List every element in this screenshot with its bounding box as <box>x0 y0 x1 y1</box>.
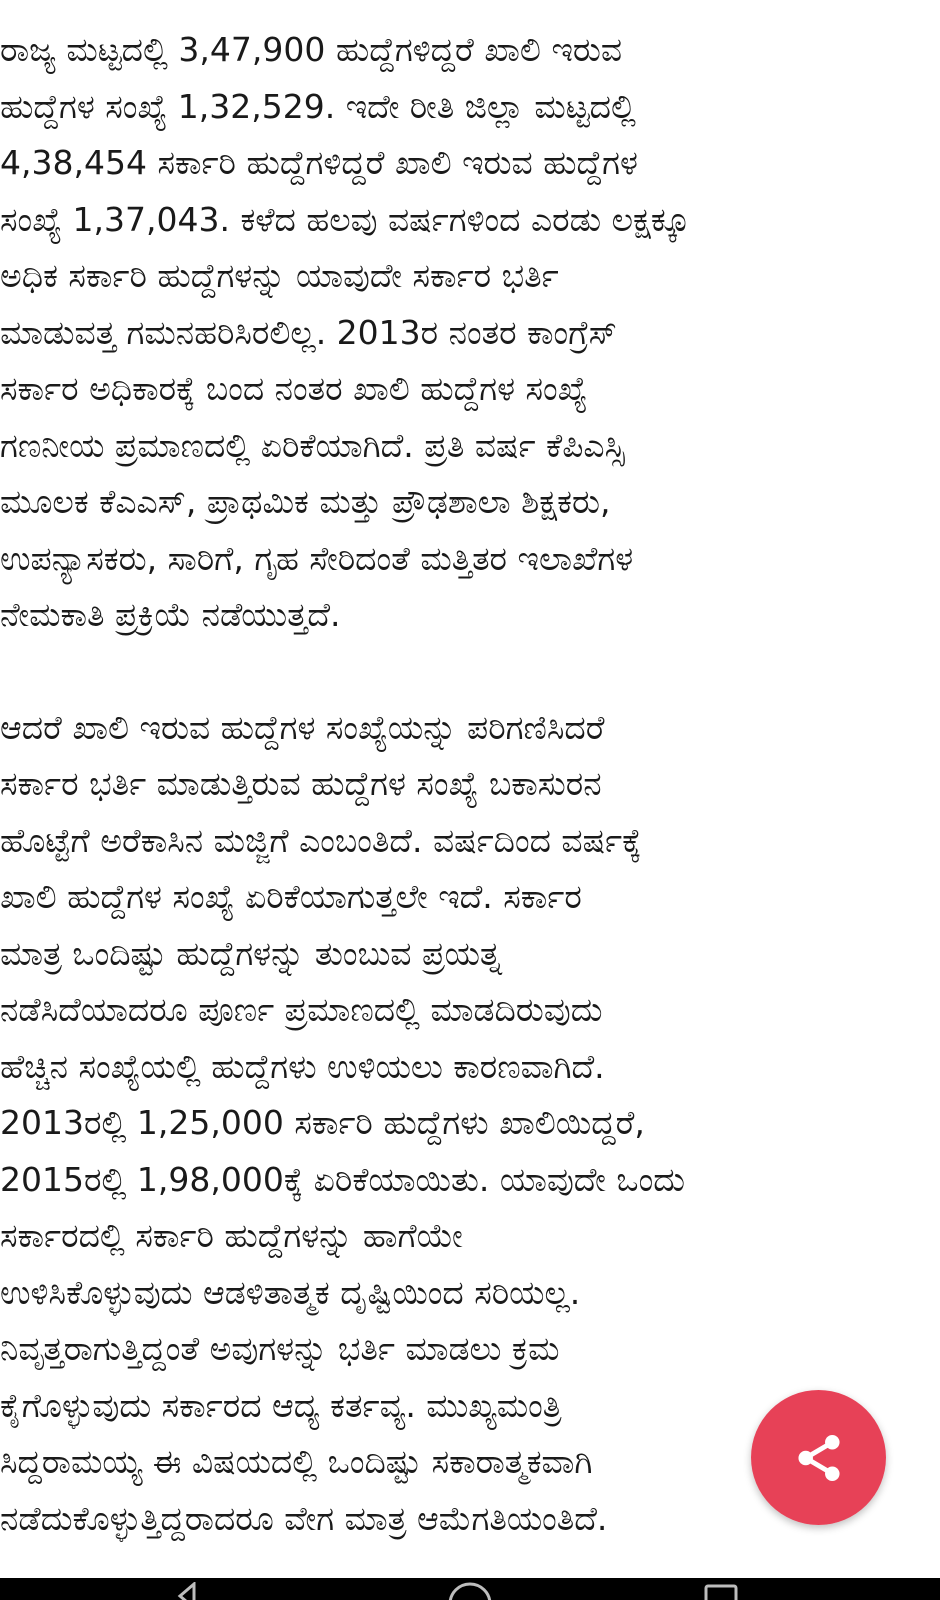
system-navigation-bar <box>0 1578 940 1600</box>
paragraph-1-line-9: ಮೂಲಕ ಕೆಎಎಸ್, ಪ್ರಾಥಮಿಕ ಮತ್ತು ಪ್ರೌಢಶಾಲಾ ಶಿಕ್ಷಕರು, <box>0 482 611 521</box>
share-button[interactable] <box>751 1390 886 1525</box>
paragraph-2-line-7: ಹೆಚ್ಚಿನ ಸಂಖ್ಯೆಯಲ್ಲಿ ಹುದ್ದೆಗಳು ಉಳಿಯಲು ಕಾರಣವಾಗಿದೆ. <box>0 1046 605 1086</box>
paragraph-2-line-13: ಕೈಗೊಳ್ಳುವುದು ಸರ್ಕಾರದ ಆದ್ಯ ಕರ್ತವ್ಯ. ಮುಖ್ಯಮಂತ್ರಿ <box>0 1385 562 1425</box>
paragraph-2-line-3: ಹೊಟ್ಟೆಗೆ ಅರೆಕಾಸಿನ ಮಜ್ಜಿಗೆ ಎಂಬಂತಿದೆ. ವರ್ಷದಿಂದ ವರ್ಷಕ್ಕೆ <box>0 820 642 860</box>
paragraph-2-line-5: ಮಾತ್ರ ಒಂದಿಷ್ಟು ಹುದ್ದೆಗಳನ್ನು ತುಂಬುವ ಪ್ರಯತ್ನ <box>0 933 502 973</box>
paragraph-1-line-4: ಸಂಖ್ಯೆ 1,37,043. ಕಳೆದ ಹಲವು ವರ್ಷಗಳಿಂದ ಎರಡು ಲಕ್ಷಕ್ಕೂ <box>0 199 690 239</box>
paragraph-2-line-2: ಸರ್ಕಾರ ಭರ್ತಿ ಮಾಡುತ್ತಿರುವ ಹುದ್ದೆಗಳ ಸಂಖ್ಯೆ ಬಕಾಸುರನ <box>0 764 602 803</box>
article-body <box>0 22 922 1557</box>
paragraph-2-line-14: ಸಿದ್ದರಾಮಯ್ಯ ಈ ವಿಷಯದಲ್ಲಿ ಒಂದಿಷ್ಟು ಸಕಾರಾತ್ಮಕವಾಗಿ <box>0 1442 593 1481</box>
paragraph-1-line-7: ಸರ್ಕಾರ ಅಧಿಕಾರಕ್ಕೆ ಬಂದ ನಂತರ ಖಾಲಿ ಹುದ್ದೆಗಳ ಸಂಖ್ಯೆ <box>0 369 588 408</box>
back-icon[interactable] <box>168 1582 212 1600</box>
paragraph-1-line-3: 4,38,454 ಸರ್ಕಾರಿ ಹುದ್ದೆಗಳಿದ್ದರೆ ಖಾಲಿ ಇರುವ ಹುದ್ದೆಗಳ <box>0 143 638 182</box>
paragraph-1-line-6: ಮಾಡುವತ್ತ ಗಮನಹರಿಸಿರಲಿಲ್ಲ. 2013ರ ನಂತರ ಕಾಂಗ್ರೆಸ್ <box>0 312 617 352</box>
paragraph-1-line-11: ನೇಮಕಾತಿ ಪ್ರಕ್ರಿಯೆ ನಡೆಯುತ್ತದೆ. <box>0 595 341 634</box>
paragraph-2-line-15: ನಡೆದುಕೊಳ್ಳುತ್ತಿದ್ದರಾದರೂ ವೇಗ ಮಾತ್ರ ಆಮೆಗತಿಯಂತಿದೆ. <box>0 1498 608 1538</box>
paragraph-2-line-6: ನಡೆಸಿದೆಯಾದರೂ ಪೂರ್ಣ ಪ್ರಮಾಣದಲ್ಲಿ ಮಾಡದಿರುವುದು <box>0 990 603 1029</box>
paragraph-2-line-12: ನಿವೃತ್ತರಾಗುತ್ತಿದ್ದಂತೆ ಅವುಗಳನ್ನು ಭರ್ತಿ ಮಾಡಲು ಕ್ರಮ <box>0 1329 560 1368</box>
paragraph-1-line-8: ಗಣನೀಯ ಪ್ರಮಾಣದಲ್ಲಿ ಏರಿಕೆಯಾಗಿದೆ. ಪ್ರತಿ ವರ್ಷ ಕೆಪಿಎಸ್ಸಿ <box>0 425 626 465</box>
paragraph-2-line-1: ಆದರೆ ಖಾಲಿ ಇರುವ ಹುದ್ದೆಗಳ ಸಂಖ್ಯೆಯನ್ನು ಪರಿಗಣಿಸಿದರೆ <box>0 707 605 747</box>
paragraph-1-line-5: ಅಧಿಕ ಸರ್ಕಾರಿ ಹುದ್ದೆಗಳನ್ನು ಯಾವುದೇ ಸರ್ಕಾರ ಭರ್ತಿ <box>0 256 559 295</box>
paragraph-2-line-11: ಉಳಿಸಿಕೊಳ್ಳುವುದು ಆಡಳಿತಾತ್ಮಕ ದೃಷ್ಟಿಯಿಂದ ಸರಿಯಲ್ಲ. <box>0 1272 581 1312</box>
share-icon <box>790 1429 848 1487</box>
paragraph-2-line-9: 2015ರಲ್ಲಿ 1,98,000ಕ್ಕೆ ಏರಿಕೆಯಾಯಿತು. ಯಾವುದೇ ಒಂದು <box>0 1159 686 1199</box>
home-icon[interactable] <box>430 1582 510 1600</box>
paragraph-2-line-8: 2013ರಲ್ಲಿ 1,25,000 ಸರ್ಕಾರಿ ಹುದ್ದೆಗಳು ಖಾಲಿಯಿದ್ದರೆ, <box>0 1103 645 1142</box>
recents-icon[interactable] <box>700 1582 744 1600</box>
article-paragraph-1 <box>0 22 922 644</box>
paragraph-2-line-10: ಸರ್ಕಾರದಲ್ಲಿ ಸರ್ಕಾರಿ ಹುದ್ದೆಗಳನ್ನು ಹಾಗೆಯೇ <box>0 1216 463 1255</box>
paragraph-1-line-2: ಹುದ್ದೆಗಳ ಸಂಖ್ಯೆ 1,32,529. ಇದೇ ರೀತಿ ಜಿಲ್ಲಾ ಮಟ್ಟದಲ್ಲಿ <box>0 86 636 126</box>
paragraph-2-line-4: ಖಾಲಿ ಹುದ್ದೆಗಳ ಸಂಖ್ಯೆ ಏರಿಕೆಯಾಗುತ್ತಲೇ ಇದೆ. ಸರ್ಕಾರ <box>0 877 582 916</box>
paragraph-1-line-1: ರಾಜ್ಯ ಮಟ್ಟದಲ್ಲಿ 3,47,900 ಹುದ್ದೆಗಳಿದ್ದರೆ ಖಾಲಿ ಇರುವ <box>0 30 623 69</box>
paragraph-1-line-10: ಉಪನ್ಯಾಸಕರು, ಸಾರಿಗೆ, ಗೃಹ ಸೇರಿದಂತೆ ಮತ್ತಿತರ ಇಲಾಖೆಗಳ <box>0 538 634 578</box>
